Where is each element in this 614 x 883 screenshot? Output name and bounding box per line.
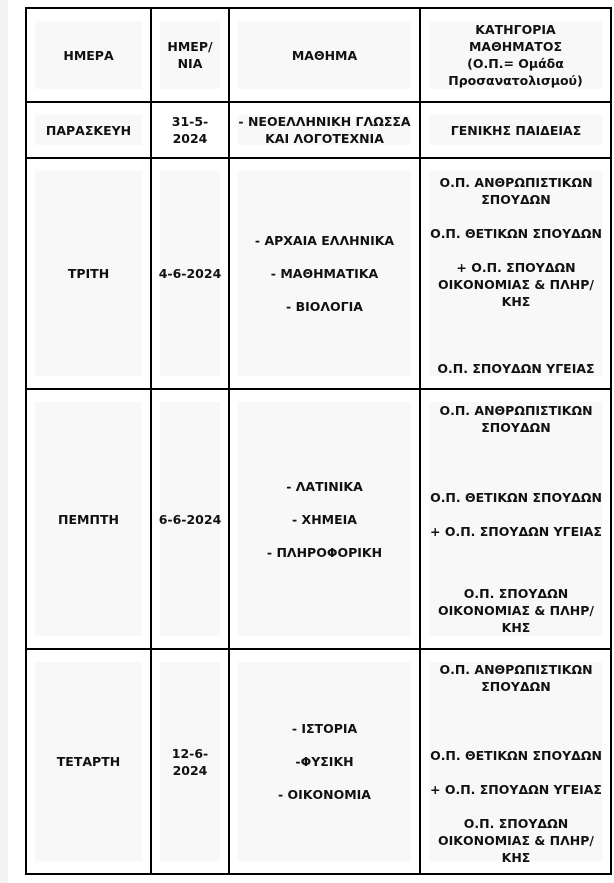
subject-label: - ΧΗΜΕΙΑ: [292, 511, 357, 527]
header-day: [26, 8, 151, 102]
day-cell: [26, 158, 151, 389]
subject-label: ΚΑΙ ΛΟΓΟΤΕΧΝΙΑ: [265, 131, 384, 146]
page-margin: [0, 0, 8, 883]
date-cell: [151, 389, 229, 649]
category-cell: [420, 158, 611, 389]
subject-label: - ΒΙΟΛΟΓΙΑ: [286, 299, 363, 314]
header-subject: [229, 8, 420, 102]
day-cell: [26, 649, 151, 874]
header-category-label-2: ΜΑΘΗΜΑΤΟΣ: [468, 39, 562, 54]
date-label-2: 2024: [172, 131, 208, 146]
header-category: [420, 8, 611, 102]
header-subject-label: ΜΑΘΗΜΑ: [291, 47, 358, 63]
exam-schedule-table: [25, 7, 612, 875]
header-category-label-1: ΚΑΤΗΓΟΡΙΑ: [475, 22, 556, 37]
header-date-label-2: ΝΙΑ: [177, 56, 203, 71]
category-label: Ο.Π. ΘΕΤΙΚΩΝ ΣΠΟΥΔΩΝ: [430, 490, 602, 505]
category-label: Ο.Π. ΣΠΟΥΔΩΝ ΟΙΚΟΝΟΜΙΑΣ & ΠΛΗΡ/ ΚΗΣ: [438, 586, 594, 635]
header-day-label: ΗΜΕΡΑ: [63, 47, 114, 63]
header-date: [151, 8, 229, 102]
day-label: ΠΑΡΑΣΚΕΥΗ: [45, 122, 132, 138]
category-label: Ο.Π. ΑΝΘΡΩΠΙΣΤΙΚΩΝ ΣΠΟΥΔΩΝ: [439, 661, 593, 694]
date-label: 6-6-2024: [158, 511, 222, 527]
category-label: Ο.Π. ΑΝΘΡΩΠΙΣΤΙΚΩΝ ΣΠΟΥΔΩΝ: [439, 403, 593, 435]
category-label: Ο.Π. ΣΠΟΥΔΩΝ ΥΓΕΙΑΣ: [437, 361, 595, 376]
table-row: [26, 649, 611, 874]
date-label-1: 31-5-: [171, 114, 209, 129]
date-label-1: 12-6-: [171, 745, 209, 761]
table-row: [26, 389, 611, 649]
category-label: Ο.Π. ΑΝΘΡΩΠΙΣΤΙΚΩΝ ΣΠΟΥΔΩΝ: [439, 175, 593, 207]
subject-label: - ΙΣΤΟΡΙΑ: [291, 721, 358, 736]
subject-label: -ΦΥΣΙΚΗ: [295, 754, 354, 769]
header-row: [26, 8, 611, 102]
day-label: ΤΡΙΤΗ: [67, 266, 110, 281]
date-label-2: 2024: [172, 762, 208, 778]
category-label: + Ο.Π. ΣΠΟΥΔΩΝ ΟΙΚΟΝΟΜΙΑΣ & ΠΛΗΡ/ ΚΗΣ: [438, 260, 594, 309]
subject-cell: [229, 158, 420, 389]
subject-label: - ΟΙΚΟΝΟΜΙΑ: [278, 787, 371, 802]
subject-label: - ΑΡΧΑΙΑ ΕΛΛΗΝΙΚΑ: [254, 233, 395, 248]
header-category-label-3: (Ο.Π.= Ομάδα: [467, 56, 564, 71]
subject-cell: [229, 102, 420, 158]
category-label: + Ο.Π. ΣΠΟΥΔΩΝ ΥΓΕΙΑΣ: [430, 781, 602, 797]
date-cell: [151, 158, 229, 389]
header-date-label-1: ΗΜΕΡ/: [167, 39, 213, 54]
subject-label: - ΛΑΤΙΝΙΚΑ: [286, 478, 363, 494]
day-cell: [26, 389, 151, 649]
date-cell: [151, 649, 229, 874]
header-category-label-4: Προσανατολισμού): [448, 73, 583, 88]
subject-label: - ΠΛΗΡΟΦΟΡΙΚΗ: [266, 544, 383, 560]
day-cell: [26, 102, 151, 158]
day-label: ΠΕΜΠΤΗ: [58, 511, 119, 527]
category-label: ΓΕΝΙΚΗΣ ΠΑΙΔΕΙΑΣ: [450, 122, 582, 138]
category-label: Ο.Π. ΘΕΤΙΚΩΝ ΣΠΟΥΔΩΝ: [430, 747, 602, 763]
date-label: 4-6-2024: [158, 266, 222, 281]
category-cell: [420, 102, 611, 158]
category-label: + Ο.Π. ΣΠΟΥΔΩΝ ΥΓΕΙΑΣ: [430, 524, 602, 539]
subject-cell: [229, 389, 420, 649]
subject-label: - ΝΕΟΕΛΛΗΝΙΚΗ ΓΛΩΣΣΑ: [238, 114, 411, 129]
table-row: [26, 102, 611, 158]
table-row: [26, 158, 611, 389]
category-label: Ο.Π. ΣΠΟΥΔΩΝ ΟΙΚΟΝΟΜΙΑΣ & ΠΛΗΡ/ ΚΗΣ: [438, 815, 594, 865]
day-label: ΤΕΤΑΡΤΗ: [56, 754, 121, 769]
subject-cell: [229, 649, 420, 874]
category-cell: [420, 649, 611, 874]
category-cell: [420, 389, 611, 649]
date-cell: [151, 102, 229, 158]
subject-label: - ΜΑΘΗΜΑΤΙΚΑ: [270, 266, 379, 281]
category-label: Ο.Π. ΘΕΤΙΚΩΝ ΣΠΟΥΔΩΝ: [430, 226, 602, 241]
